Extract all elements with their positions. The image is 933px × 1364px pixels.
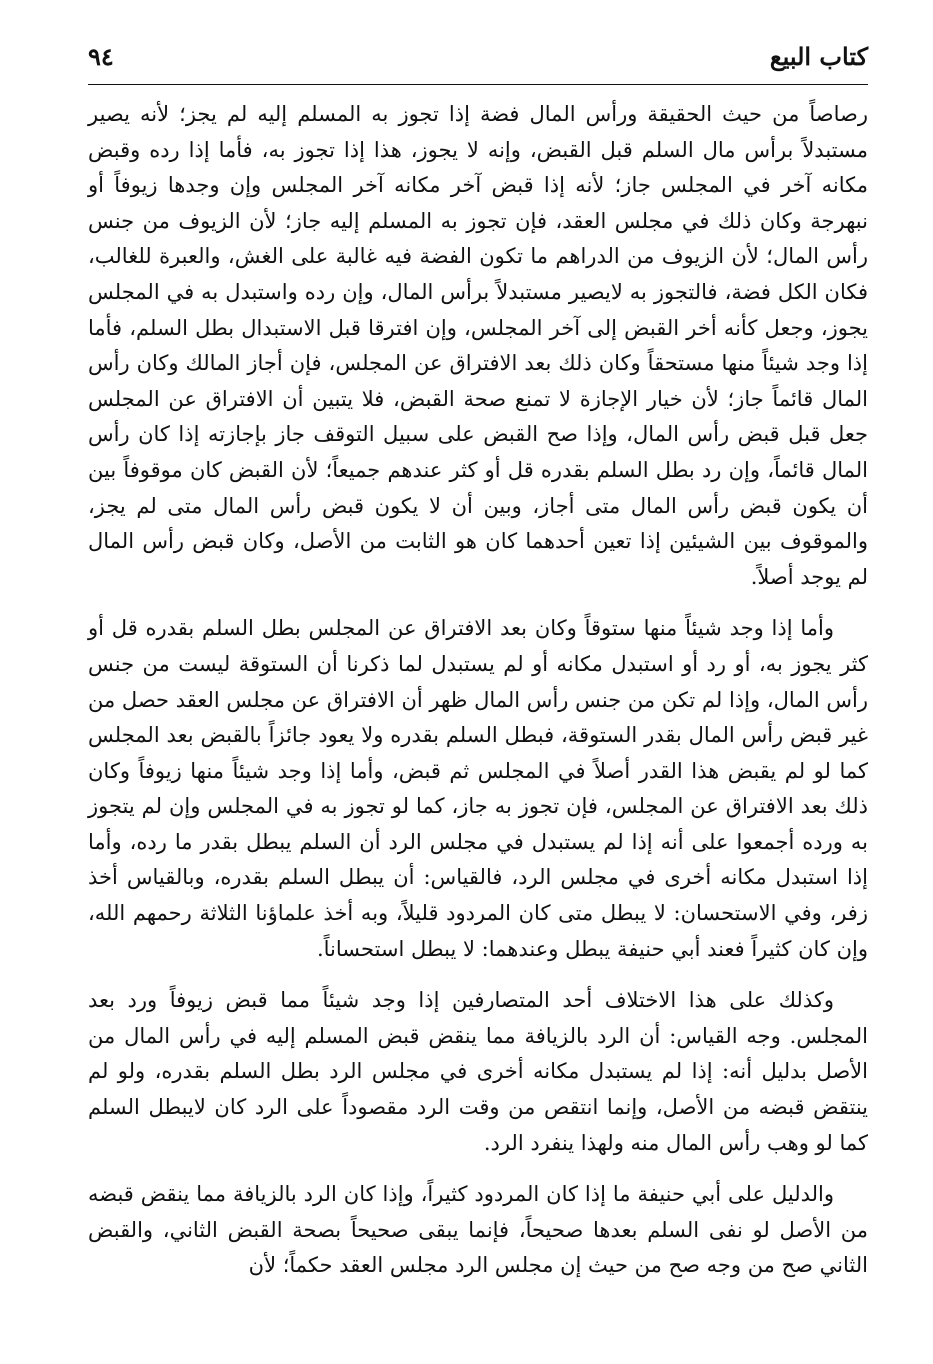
page-body: [88, 97, 868, 1284]
book-title: كتاب البيع: [769, 42, 868, 71]
document-page: [88, 36, 868, 1336]
paragraph-3: وكذلك على هذا الاختلاف أحد المتصارفين إذا وجد شيئاً مما قبض زيوفاً ورد بعد المجلس. وجه القياس: أن الرد بالزيافة مما ينقض قبض المسلم إليه في رأس المال من الأصل بدليل أنه: إذا لم يستبدل مكانه أخرى في مجلس الرد بطل السلم بقدره، ولو لم ينتقض قبضه من الأصل، وإنما انتقص من وقت الرد مقصوداً على الرد كان لايبطل السلم كما لو وهب رأس المال منه ولهذا ينفرد الرد.: [88, 988, 868, 1155]
paragraph-4: والدليل على أبي حنيفة ما إذا كان المردود كثيراً، وإذا كان الرد بالزيافة مما ينقض قبضه من الأصل لو نفى السلم بعدها صحيحاً، فإنما يبقى صحيحاً بصحة القبض الثاني، والقبض الثاني صح من وجه صح من حيث إن مجلس الرد مجلس العقد حكماً؛ لأن: [88, 1182, 868, 1278]
paragraph-2: وأما إذا وجد شيئاً منها ستوقاً وكان بعد الافتراق عن المجلس بطل السلم بقدره قل أو كثر يجوز به، أو رد أو استبدل مكانه أو لم يستبدل لما ذكرنا أن الستوقة ليست من جنس رأس المال، وإذا لم تكن من جنس رأس المال ظهر أن الافتراق عن مجلس العقد حصل من غير قبض رأس المال بقدر الستوقة، فبطل السلم بقدره ولا يعود جائزاً بالقبض بعد المجلس كما لو لم يقبض هذا القدر أصلاً في المجلس ثم قبض، وأما إذا وجد شيئاً منها زيوفاً وكان ذلك بعد الافتراق عن المجلس، فإن تجوز به جاز، كما لو تجوز به في المجلس وإن لم يتجوز به ورده أجمعوا على أنه إذا لم يستبدل في مجلس الرد أن السلم يبطل بقدر ما رده، وأما إذا استبدل مكانه أخرى في مجلس الرد، فالقياس: أن يبطل السلم بقدره، وبالقياس أخذ زفر، وفي الاستحسان: لا يبطل متى كان المردود قليلاً، وبه أخذ علماؤنا الثلاثة رحمهم الله، وإن كان كثيراً فعند أبي حنيفة يبطل وعندهما: لا يبطل استحساناً.: [88, 616, 868, 961]
page-number: ٩٤: [88, 42, 114, 71]
page-header: [88, 36, 868, 85]
paragraph-1: رصاصاً من حيث الحقيقة ورأس المال فضة إذا تجوز به المسلم إليه لم يجز؛ لأنه يصير مستبدلاً برأس مال السلم قبل القبض، وإنه لا يجوز، هذا إذا تجوز به، فأما إذا رده وقبض مكانه آخر في المجلس جاز؛ لأنه إذا قبض آخر مكانه آخر المجلس وإن وجدها زيوفاً أو نبهرجة وكان ذلك في مجلس العقد، فإن تجوز به المسلم إليه جاز؛ لأن الزيوف من جنس رأس المال؛ لأن الزيوف من الدراهم ما تكون الفضة فيه غالبة على الغش، والعبرة للغالب، فكان الكل فضة، فالتجوز به لايصير مستبدلاً برأس المال، وإن رده واستبدل به في المجلس يجوز، وجعل كأنه أخر القبض إلى آخر المجلس، وإن افترقا قبل الاستبدال بطل السلم، فأما إذا وجد شيئاً منها مستحقاً وكان ذلك بعد الافتراق عن المجلس، فإن أجاز المالك وكان رأس المال قائماً جاز؛ لأن خيار الإجازة لا تمنع صحة القبض، فلا يتبين أن الافتراق عن المجلس جعل قبل قبض رأس المال، وإذا صح القبض على سبيل التوقف جاز بإجازته إذا كان رأس المال قائماً، وإن رد بطل السلم بقدره قل أو كثر عندهم جميعاً؛ لأن القبض كان موقوفاً بين أن يكون قبض رأس المال متى أجاز، وبين أن لا يكون قبض رأس المال متى لم يجز، والموقوف بين الشيئين إذا تعين أحدهما كان هو الثابت من الأصل، وكان قبض رأس المال لم يوجد أصلاً.: [88, 102, 868, 589]
